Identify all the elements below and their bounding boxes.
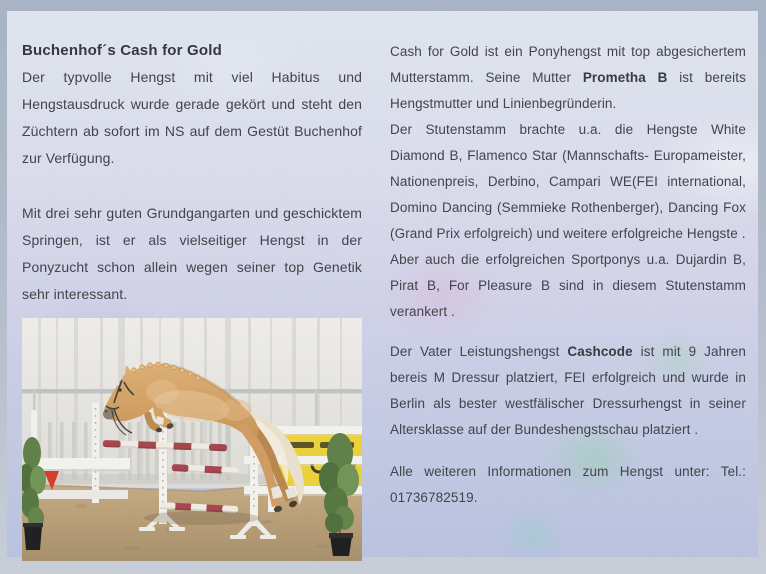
stutenstamm-paragraph: Der Stutenstamm brachte u.a. die Hengste White Diamond B, Flamenco Star (Mannschafts- Europameister, Nationenpreis, Derbino, Campari WE(FEI international, Domino Dancing (Semmieke Rothenberger), Dancing Fox (Grand Prix erfolgreich) und weitere erfolgreiche Hengste .	[390, 122, 746, 241]
dam-name: Prometha B	[582, 70, 668, 85]
sire-paragraph	[390, 339, 746, 443]
page-background	[7, 11, 758, 557]
pony-jump-photo	[22, 318, 362, 561]
right-column	[390, 39, 746, 511]
damline-paragraph	[390, 39, 746, 117]
text-segment: ist mit 9 Jahren bereis M Dressur platziert, FEI erfolgreich und wurde in Berlin als bester westfälischer Dressurhengst in seiner Altersklasse auf der Bundeshengstschau platziert .	[390, 344, 746, 437]
plant-pot	[330, 536, 352, 556]
pony-jump-scene	[22, 318, 362, 561]
pony-shadow	[144, 511, 260, 525]
intro-paragraph: Der typvolle Hengst mit viel Habitus und Hengstausdruck wurde gerade gekört und steht den Züchtern ab sofort im NS auf dem Gestüt Buchenhof zur Verfügung.	[22, 69, 362, 166]
sire-name: Cashcode	[567, 344, 633, 359]
contact-paragraph: Alle weiteren Informationen zum Hengst unter: Tel.: 01736782519.	[390, 464, 746, 505]
left-column	[22, 37, 362, 561]
qualities-paragraph: Mit drei sehr guten Grundgangarten und geschicktem Springen, ist er als vielseitiger Hengst in der Ponyzucht schon allein wegen seiner top Genetik sehr interessant.	[22, 205, 362, 302]
page-title: Buchenhof´s Cash for Gold	[22, 42, 222, 59]
text-segment: Cash for Gold ist ein Ponyhengst mit top abgesichertem Mutterstamm. Seine Mutter	[390, 44, 746, 85]
plant-pot	[24, 526, 42, 550]
text-segment: ist bereits Hengstmutter und Linienbegründerin.	[390, 70, 746, 111]
sportponys-paragraph: Aber auch die erfolgreichen Sportponys u.a. Dujardin B, Pirat B, For Pleasure B sind in diesem Stutenstamm verankert .	[390, 252, 746, 319]
text-segment: Der Vater Leistungshengst	[390, 344, 568, 359]
